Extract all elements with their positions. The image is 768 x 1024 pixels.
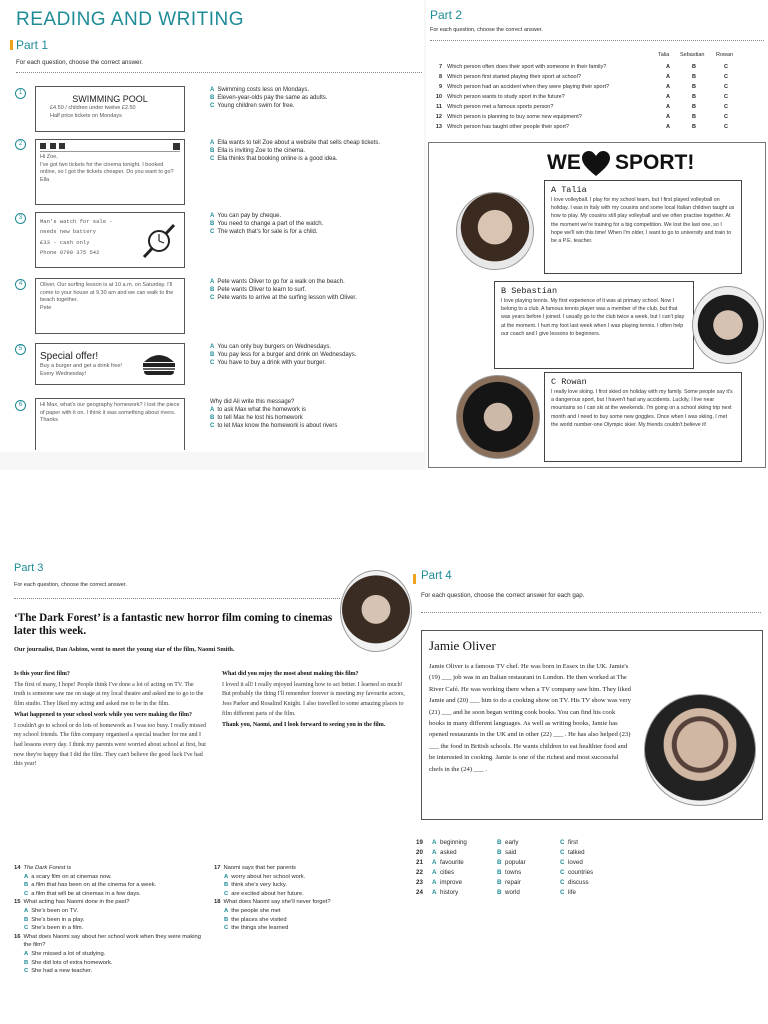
- note-pete: [35, 278, 185, 334]
- part2-instruction: For each question, choose the correct answer.: [430, 27, 543, 33]
- message-signature: Thanks: [40, 417, 59, 423]
- option: C She had a new teacher.: [24, 968, 93, 975]
- option: A You can pay by cheque.: [210, 213, 282, 219]
- question-number: 9: [438, 84, 442, 90]
- interview-question: What happened to your school work while you were making the film?: [14, 711, 192, 718]
- answer-letter[interactable]: B: [692, 94, 696, 100]
- question-number: 5: [15, 344, 26, 355]
- option: B think she's very lucky.: [224, 882, 287, 889]
- interview-question: Is this your first film?: [14, 671, 70, 677]
- option-word[interactable]: popular: [505, 859, 526, 866]
- note-body: Oliver, Our surfing lesson is at 10 a.m. on Saturday. I'll come to your house at 9.30 am and we can walk to the beach together.: [40, 282, 174, 303]
- option-letter[interactable]: B: [497, 879, 502, 886]
- answer-letter[interactable]: C: [724, 64, 728, 70]
- article-title: Jamie Oliver: [429, 638, 496, 653]
- question-number: 10: [435, 94, 442, 100]
- option-letter[interactable]: B: [497, 869, 502, 876]
- option-word[interactable]: early: [505, 839, 519, 846]
- option: C Ella thinks that booking online is a good idea.: [210, 156, 338, 162]
- article-standfirst: Our journalist, Dan Ashton, went to meet the young star of the film, Naomi Smith.: [14, 646, 235, 653]
- option: C a film that will be at cinemas in a few days.: [24, 890, 141, 897]
- option-letter[interactable]: B: [497, 839, 502, 846]
- part1-page: [0, 0, 424, 452]
- burger-icon: [142, 352, 176, 376]
- q6-options: [210, 398, 337, 430]
- option: C are excited about her future.: [224, 890, 304, 897]
- rowan-photo: [456, 375, 540, 459]
- option-letter[interactable]: C: [560, 869, 565, 876]
- option: B a film that has been on at the cinema for a week.: [24, 882, 157, 889]
- pool-title: SWIMMING POOL: [72, 94, 148, 104]
- option-letter[interactable]: A: [432, 879, 437, 886]
- option-word[interactable]: history: [440, 889, 459, 896]
- send-icon: [40, 143, 46, 149]
- option-word[interactable]: talked: [568, 849, 585, 856]
- gap-option-row: [416, 848, 716, 858]
- part-marker: [413, 574, 416, 584]
- part3-questions-left: [14, 864, 204, 976]
- talia-photo: [456, 192, 534, 270]
- divider: [421, 612, 761, 613]
- interview-thanks: Thank you, Naomi, and I look forward to seeing you in the film.: [222, 721, 386, 728]
- article-headline: ‘The Dark Forest’ is a fantastic new horror film coming to cinemas later this week.: [14, 612, 333, 637]
- question-number: 7: [438, 64, 442, 70]
- option: A Swimming costs less on Mondays.: [210, 87, 310, 93]
- jamie-photo: [644, 694, 756, 806]
- option: B She did lots of extra homework.: [24, 959, 113, 966]
- option: C She's been in a film.: [24, 925, 84, 932]
- q3-options: [210, 212, 323, 236]
- watch-line: Phone 0799 375 542: [40, 248, 100, 256]
- gap-option-row: [416, 868, 716, 878]
- question-row: [430, 104, 764, 114]
- option-letter[interactable]: B: [497, 859, 502, 866]
- part3-questions-right: [214, 864, 404, 933]
- divider: [16, 72, 422, 73]
- option: B the places she visited: [224, 916, 287, 923]
- option-word[interactable]: repair: [505, 879, 521, 886]
- profile-rowan: [544, 372, 742, 462]
- option: A worry about her school work.: [224, 873, 306, 880]
- question-text: Which person had an accident when they were playing their sport?: [447, 84, 610, 90]
- option: C The watch that's for sale is for a child.: [210, 229, 318, 235]
- interview-answer: I couldn't go to school or do lots of homework as I was too busy. I really missed my school friends. The film company organised a special teacher for me and I had lessons every day. I think my parents were worried about school at first, but now they're happy that I did the film. They can't believe the good luck I've had this year!: [14, 722, 206, 768]
- delete-icon: [59, 143, 65, 149]
- answer-letter[interactable]: C: [724, 104, 728, 110]
- answer-letter[interactable]: C: [724, 94, 728, 100]
- email-body: I've got two tickets for the cinema tonight. I booked online, so I got the tickets cheaper. Do you want to go?: [40, 161, 174, 175]
- option: B She's been in a play.: [24, 916, 85, 923]
- question-text: Which person first started playing their sport at school?: [447, 74, 581, 80]
- option: C Pete wants to arrive at the surfing lesson with Oliver.: [210, 295, 357, 301]
- option-word[interactable]: cities: [440, 869, 455, 876]
- gap-option-row: [416, 878, 716, 888]
- watch-icon: [140, 221, 178, 261]
- option: A You can only buy burgers on Wednesdays.: [210, 344, 332, 350]
- profile-heading: B Sebastian: [501, 286, 558, 296]
- part4-options: [416, 838, 716, 898]
- message-ali: [35, 398, 185, 450]
- offer-title: Special offer!: [40, 351, 99, 362]
- option-letter[interactable]: C: [560, 879, 565, 886]
- part3-instruction: For each question, choose the correct answer.: [14, 582, 127, 588]
- profile-text: I really love skiing. I first skied on holiday with my family. Some people say it's a dangerous sport, but I haven't had any accidents. Luckily, I live near mountains so I can ski at the weekends. I'm going on a school skiing trip next month and I need to buy some new goggles. Once when I was skiing, I met the world number-one Olympic skier. My friends couldn't believe it!: [551, 389, 733, 428]
- message-body: Hi Max, what's our geography homework? I lost the piece of paper with it on. I think it was something about rivers.: [40, 402, 180, 416]
- part3-heading: Part 3: [14, 562, 44, 574]
- question-number: 23: [416, 879, 423, 886]
- question-text: Which person wants to study sport in the future?: [447, 94, 565, 100]
- q4-options: [210, 278, 357, 302]
- watch-advert: [35, 212, 185, 268]
- question-number: 19: [416, 839, 423, 846]
- part2-questions: [430, 64, 764, 134]
- answer-letter[interactable]: B: [692, 104, 696, 110]
- col-talia: Talia: [658, 52, 670, 58]
- option: B Ella is inviting Zoe to the cinema.: [210, 148, 306, 154]
- attach-icon: [50, 143, 56, 149]
- option: B You pay less for a burger and drink on Wednesdays.: [210, 352, 357, 358]
- banner-sport: SPORT!: [615, 151, 695, 174]
- question-17: 17 Naomi says that her parents: [214, 865, 296, 871]
- article-column-2: [222, 670, 412, 731]
- option-word[interactable]: first: [568, 839, 578, 846]
- option-word[interactable]: discuss: [568, 879, 589, 886]
- question-number: 21: [416, 859, 423, 866]
- option: B Pete wants Oliver to learn to surf.: [210, 287, 307, 293]
- email-toolbar: [40, 143, 180, 152]
- option-letter[interactable]: C: [560, 839, 565, 846]
- answer-letter[interactable]: A: [666, 104, 670, 110]
- q2-options: [210, 139, 380, 163]
- question-row: [430, 114, 764, 124]
- option-letter[interactable]: A: [432, 869, 437, 876]
- question-number: 20: [416, 849, 423, 856]
- option: A to ask Max what the homework is: [210, 407, 307, 413]
- part-marker: [10, 40, 13, 50]
- profile-talia: [544, 180, 742, 274]
- watch-line: Man's watch for sale -: [40, 218, 113, 225]
- watch-line: needs new battery: [40, 227, 97, 235]
- close-icon: [173, 143, 180, 150]
- option-letter[interactable]: C: [560, 889, 565, 896]
- question-text: Which person often does their sport with someone in their family?: [447, 64, 607, 70]
- watch-line: £33 - cash only: [40, 239, 90, 246]
- question-number: 3: [15, 213, 26, 224]
- naomi-photo: [340, 570, 412, 652]
- option-word[interactable]: favourite: [440, 859, 464, 866]
- note-signature: Pete: [40, 304, 52, 311]
- gap-option-row: [416, 858, 716, 868]
- part4-instruction: For each question, choose the correct answer for each gap.: [421, 592, 585, 599]
- col-sebastian: Sebastian: [680, 52, 705, 58]
- option: A She missed a lot of studying.: [24, 950, 106, 957]
- answer-letter[interactable]: A: [666, 64, 670, 70]
- option: C the things she learned: [224, 925, 289, 932]
- option: C Young children swim for free.: [210, 103, 295, 109]
- question-14: 14 The Dark Forest is: [14, 865, 72, 871]
- profile-text: I love playing tennis. My first experience of it was at primary school. Now I belong to a club. A famous tennis player was a member of the club, but that was years before I joined. I usually go to the club twice a week, but I can't play at the moment. I hurt my foot last week when I was playing tennis. I often help our coach and I give lessons to beginners.: [501, 298, 685, 337]
- divider: [14, 598, 340, 599]
- burger-offer: [35, 343, 185, 385]
- email-signature: Ella: [40, 176, 50, 183]
- option-letter[interactable]: C: [560, 859, 565, 866]
- gap-option-row: [416, 838, 716, 848]
- option-word[interactable]: asked: [440, 849, 457, 856]
- answer-letter[interactable]: B: [692, 74, 696, 80]
- answer-letter[interactable]: A: [666, 94, 670, 100]
- pool-price: £4.50 / children under twelve £2.50: [50, 105, 136, 111]
- question-text: Which person met a famous sports person?: [447, 104, 554, 110]
- question-row: [430, 84, 764, 94]
- email-message: [35, 139, 185, 205]
- q5-options: [210, 343, 356, 367]
- option: B to tell Max he lost his homework: [210, 415, 303, 421]
- heart-icon: [581, 150, 611, 177]
- part1-instruction: For each question, choose the correct answer.: [16, 59, 143, 66]
- option-letter[interactable]: B: [497, 889, 502, 896]
- answer-letter[interactable]: C: [724, 74, 728, 80]
- question-number: 8: [438, 74, 442, 80]
- question-text: Which person is planning to buy some new equipment?: [447, 114, 582, 120]
- answer-letter[interactable]: B: [692, 64, 696, 70]
- gap-option-row: [416, 888, 716, 898]
- option: A Ella wants to tell Zoe about a website that sells cheap tickets.: [210, 140, 381, 146]
- question-number: 13: [435, 124, 442, 130]
- option-letter[interactable]: B: [497, 849, 502, 856]
- question-number: 22: [416, 869, 423, 876]
- pool-notice: [35, 86, 185, 132]
- answer-letter[interactable]: B: [692, 114, 696, 120]
- question-text: Which person has taught other people their sport?: [447, 124, 569, 130]
- option-letter[interactable]: A: [432, 839, 437, 846]
- section-title: READING AND WRITING: [16, 9, 245, 30]
- profile-heading: C Rowan: [551, 377, 587, 387]
- question-number: 6: [15, 400, 26, 411]
- answer-letter[interactable]: A: [666, 114, 670, 120]
- option-word[interactable]: towns: [505, 869, 522, 876]
- option-word[interactable]: said: [505, 849, 517, 856]
- article-column-1: [14, 670, 206, 771]
- part2-page: [426, 0, 768, 470]
- q1-options: [210, 86, 327, 110]
- pool-offer: Half price tickets on Mondays: [50, 112, 122, 119]
- question-number: 12: [435, 114, 442, 120]
- option-word[interactable]: beginning: [440, 839, 467, 846]
- divider: [430, 40, 764, 41]
- option: A She's been on TV.: [24, 907, 79, 914]
- answer-letter[interactable]: B: [692, 84, 696, 90]
- answer-letter[interactable]: A: [666, 74, 670, 80]
- question-row: [430, 64, 764, 74]
- answer-letter[interactable]: C: [724, 124, 728, 130]
- question-row: [430, 74, 764, 84]
- option-word[interactable]: life: [568, 889, 576, 896]
- option: B Eleven-year-olds pay the same as adults.: [210, 95, 328, 101]
- offer-body: Buy a burger and get a drink free! Every Wednesday!: [40, 363, 122, 377]
- option: A Pete wants Oliver to go for a walk on the beach.: [210, 279, 345, 285]
- option-letter[interactable]: A: [432, 849, 437, 856]
- option: A the people she met: [224, 907, 281, 914]
- interview-answer: The first of many, I hope! People think I've done a lot of acting on TV. The truth is someone saw me on stage at my local theatre and asked me to go to the film studio. They liked my acting and asked me to be in the film.: [14, 681, 204, 708]
- profile-text: I love volleyball. I play for my school team, but I first played volleyball on holiday. I was in Italy with my cousins and some local Italian children taught us how to play. My cousins still play volleyball and we often practise together. At the moment we're training for a big competition. We lost the last one, so I hope we'll win this time! When I'm older, I want to go to university and train to be a P.E. teacher.: [551, 197, 735, 245]
- option: A a scary film on at cinemas now.: [24, 873, 112, 880]
- option: C to let Max know the homework is about rivers: [210, 423, 338, 429]
- option: C You have to buy a drink with your burger.: [210, 360, 326, 366]
- option-word[interactable]: world: [505, 889, 520, 896]
- question-list: [430, 64, 764, 134]
- option-word[interactable]: countries: [568, 869, 594, 876]
- article-body: Jamie Oliver is a famous TV chef. He was born in Essex in the UK. Jamie's (19) ___ job was in an Italian restaurant in London. He then worked at The River Café. He was working there when a TV company saw him. They liked Jamie and (20) ___ him to do a cooking show on TV. His TV show was very (21) ___ and he soon began writing cook books. You can find his cook books in many different languages. As well as writing books, Jamie has opened restaurants in the UK and in other (22) ___ . He has also helped (23) ___ the food in British schools. He wants children to eat healthier food and be interested in cooking. Jamie is one of the richest and most successful chefs in the (24) ___ .: [429, 663, 631, 773]
- part2-heading: Part 2: [430, 8, 463, 22]
- answer-letter[interactable]: A: [666, 84, 670, 90]
- option-letter[interactable]: A: [432, 889, 437, 896]
- question-number: 24: [416, 889, 423, 896]
- question-18: 18 What does Naomi say she'll never forget?: [214, 899, 331, 906]
- question-row: [430, 94, 764, 104]
- profile-heading: A Talia: [551, 185, 587, 195]
- option: B You need to change a part of the watch.: [210, 221, 324, 227]
- question-number: 2: [15, 139, 26, 150]
- question-number: 1: [15, 88, 26, 99]
- option-letter[interactable]: A: [432, 859, 437, 866]
- col-rowan: Rowan: [716, 52, 734, 58]
- answer-letter[interactable]: C: [724, 114, 728, 120]
- interview-question: What did you enjoy the most about making this film?: [222, 671, 359, 677]
- answer-letter[interactable]: C: [724, 84, 728, 90]
- sebastian-photo: [692, 286, 764, 364]
- option-letter[interactable]: C: [560, 849, 565, 856]
- question-16: 16 What does Naomi say about her school work when they were making the film?: [14, 933, 201, 949]
- option-word[interactable]: improve: [440, 879, 463, 886]
- answer-letter[interactable]: B: [692, 124, 696, 130]
- question-15: 15 What acting has Naomi done in the past?: [14, 899, 130, 906]
- profile-sebastian: [494, 281, 694, 369]
- part4-heading: Part 4: [421, 570, 452, 582]
- question-number: 11: [436, 104, 442, 110]
- option-word[interactable]: loved: [568, 859, 583, 866]
- answer-letter[interactable]: A: [666, 124, 670, 130]
- question-number: 4: [15, 279, 26, 290]
- part1-heading: Part 1: [16, 38, 49, 52]
- gap-options-list: [416, 838, 716, 898]
- question-row: [430, 124, 764, 134]
- interview-answer: I loved it all! I really enjoyed learning how to act better. I learned so much! But probably the thing I'll remember forever is meeting my favourite actors, Jess Parker and Rosalind Knight. I also travelled to some amazing places to film different parts of the film.: [222, 681, 405, 717]
- banner-we: WE: [547, 151, 581, 174]
- email-greeting: Hi Zoe,: [40, 154, 58, 160]
- q6-question: Why did Ali write this message?: [210, 399, 295, 405]
